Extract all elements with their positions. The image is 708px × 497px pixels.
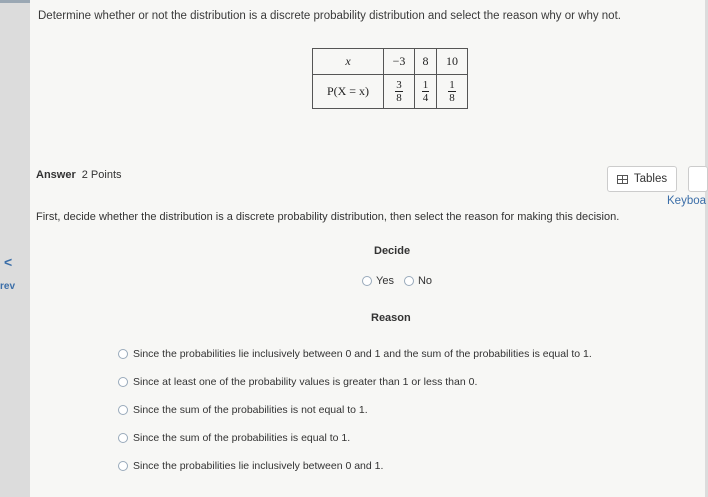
radio-icon[interactable]: [362, 276, 372, 286]
previous-link[interactable]: rev: [0, 281, 16, 292]
toolbar-button[interactable]: [688, 166, 708, 192]
reason-option[interactable]: Since the probabilities lie inclusively between 0 and 1 and the sum of the probabilities is equal to 1.: [118, 340, 592, 368]
radio-icon[interactable]: [404, 276, 414, 286]
radio-icon[interactable]: [118, 433, 128, 443]
reason-option[interactable]: Since the sum of the probabilities is not equal to 1.: [118, 396, 592, 424]
distribution-table: [312, 48, 468, 109]
decide-option-yes[interactable]: Yes: [362, 275, 394, 287]
reason-option[interactable]: Since at least one of the probability values is greater than 1 or less than 0.: [118, 368, 592, 396]
answer-label: [36, 169, 122, 181]
decide-options: [362, 275, 432, 287]
reason-options: [118, 340, 592, 480]
radio-icon[interactable]: [118, 377, 128, 387]
tables-button[interactable]: [607, 166, 677, 192]
answer-title: Answer: [36, 169, 76, 181]
keyboard-link[interactable]: Keyboa: [667, 195, 707, 207]
reason-label: Reason: [371, 312, 411, 324]
question-text: Determine whether or not the distribution is a discrete probability distribution and select the reason why or why not.: [38, 10, 621, 22]
x-header: x: [313, 49, 384, 75]
reason-option[interactable]: Since the sum of the probabilities is equal to 1.: [118, 424, 592, 452]
probability-value: $\frac{3}{8}$: [384, 75, 415, 109]
table-grid-icon: [617, 175, 628, 184]
x-value: 8: [415, 49, 437, 75]
radio-icon[interactable]: [118, 405, 128, 415]
probability-value: $\frac{1}{8}$: [437, 75, 468, 109]
probability-value: $\frac{1}{4}$: [415, 75, 437, 109]
table-row: [313, 49, 468, 75]
radio-icon[interactable]: [118, 349, 128, 359]
previous-chevron-icon[interactable]: <: [4, 254, 13, 270]
probability-header: P(X = x): [313, 75, 384, 109]
table-row: [313, 75, 468, 109]
decide-option-no[interactable]: No: [404, 275, 432, 287]
points-label: 2 Points: [81, 169, 122, 181]
reason-option[interactable]: Since the probabilities lie inclusively between 0 and 1.: [118, 452, 592, 480]
decide-label: Decide: [374, 245, 411, 257]
radio-icon[interactable]: [118, 461, 128, 471]
instruction-text: First, decide whether the distribution is a discrete probability distribution, then select the reason for making this decision.: [36, 211, 620, 223]
x-value: 10: [437, 49, 468, 75]
tables-button-label: Tables: [633, 173, 668, 185]
x-value: −3: [384, 49, 415, 75]
